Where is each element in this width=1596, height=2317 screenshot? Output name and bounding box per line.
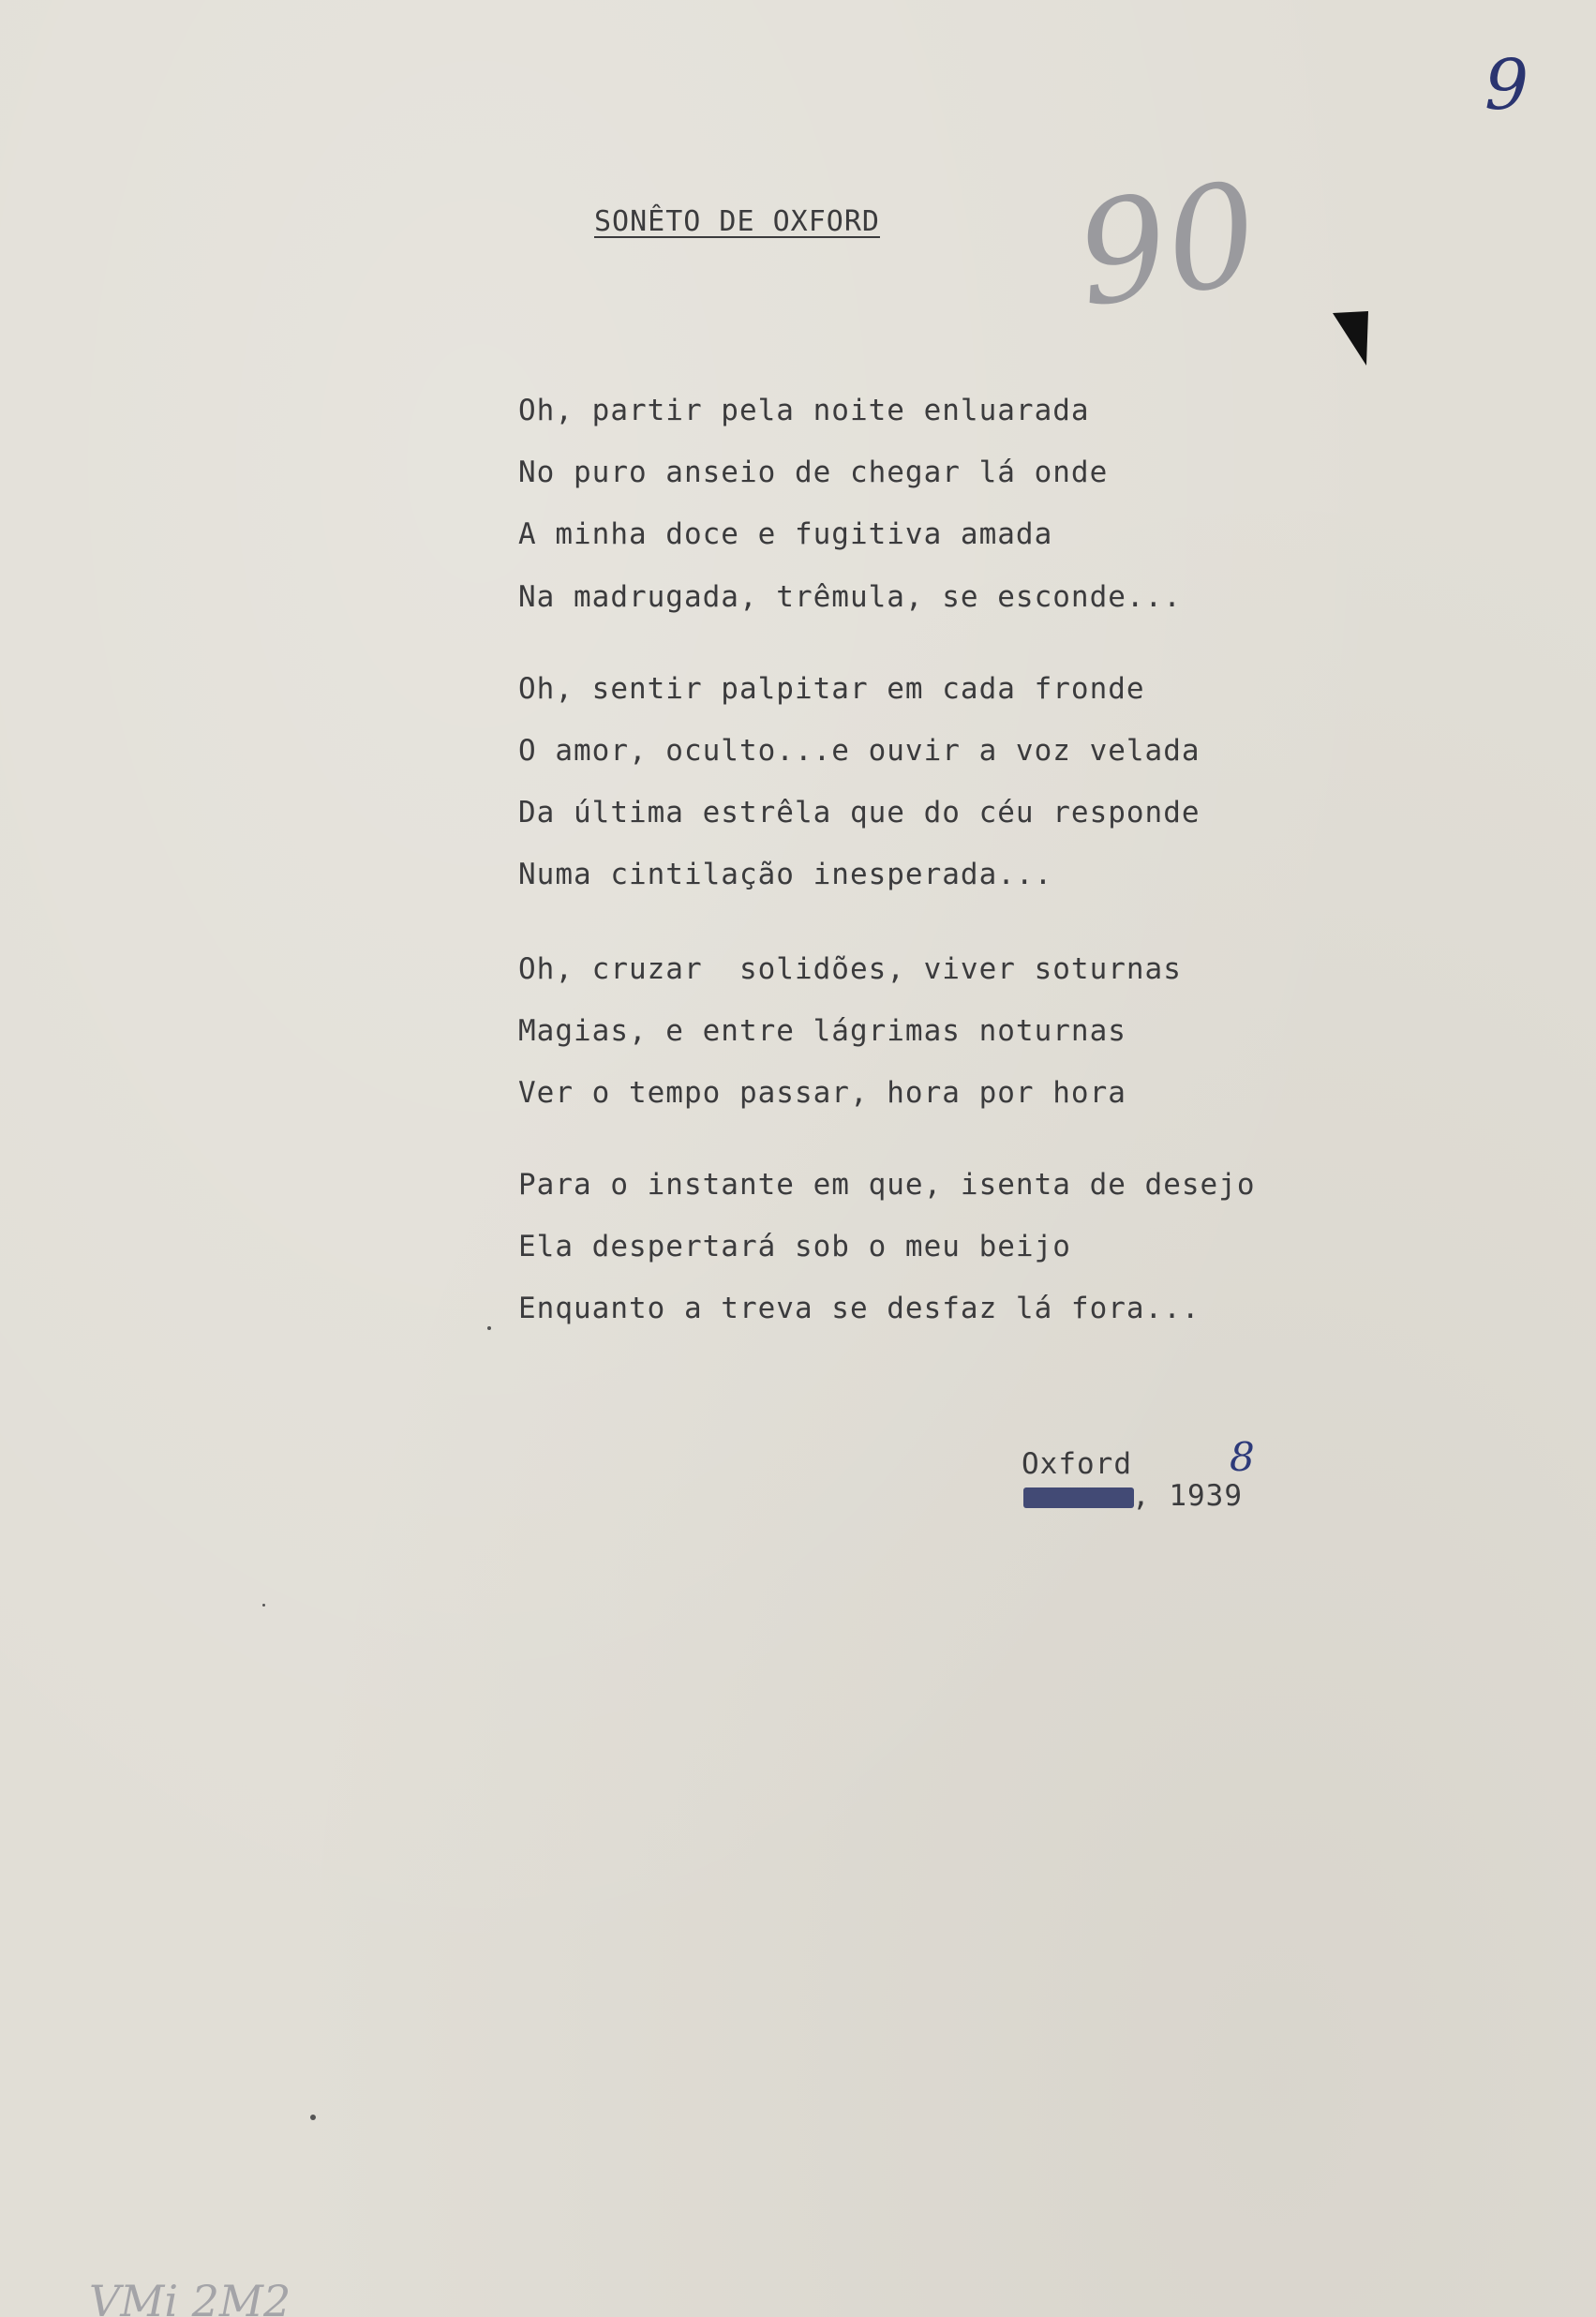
poem-line: No puro anseio de chegar lá onde	[518, 456, 1109, 489]
signature-year: , 1939	[1132, 1479, 1243, 1513]
poem-line: Ela despertará sob o meu beijo	[518, 1230, 1071, 1263]
year-correction: 8	[1230, 1434, 1255, 1480]
black-corner-mark	[1331, 309, 1378, 369]
poem-line: A minha doce e fugitiva amada	[518, 517, 1053, 551]
poem-line: Oh, partir pela noite enluarada	[518, 394, 1090, 427]
poem-line: Ver o tempo passar, hora por hora	[518, 1076, 1126, 1110]
poem-line: Na madrugada, trêmula, se esconde...	[518, 580, 1182, 614]
poem-line: Oh, sentir palpitar em cada fronde	[518, 672, 1145, 706]
paper-speck	[487, 1326, 491, 1330]
poem-line: Magias, e entre lágrimas noturnas	[518, 1014, 1126, 1048]
pencil-annotation: 90	[1066, 152, 1268, 339]
poem-line: Para o instante em que, isenta de desejo	[518, 1168, 1256, 1202]
poem-line: Da última estrêla que do céu responde	[518, 796, 1201, 830]
archive-mark: VMi 2M2	[89, 2276, 291, 2317]
poem-line: Oh, cruzar solidões, viver soturnas	[518, 952, 1182, 986]
paper-speck	[310, 2115, 316, 2120]
poem-line: O amor, oculto...e ouvir a voz velada	[518, 734, 1201, 768]
poem-title: SONÊTO DE OXFORD	[594, 205, 880, 238]
signature-place: Oxford	[1022, 1447, 1132, 1481]
struck-out-word	[1023, 1487, 1134, 1508]
paper-speck	[262, 1604, 265, 1607]
poem-line: Enquanto a treva se desfaz lá fora...	[518, 1292, 1201, 1325]
poem-line: Numa cintilação inesperada...	[518, 858, 1053, 891]
page-number: 9	[1484, 45, 1529, 126]
